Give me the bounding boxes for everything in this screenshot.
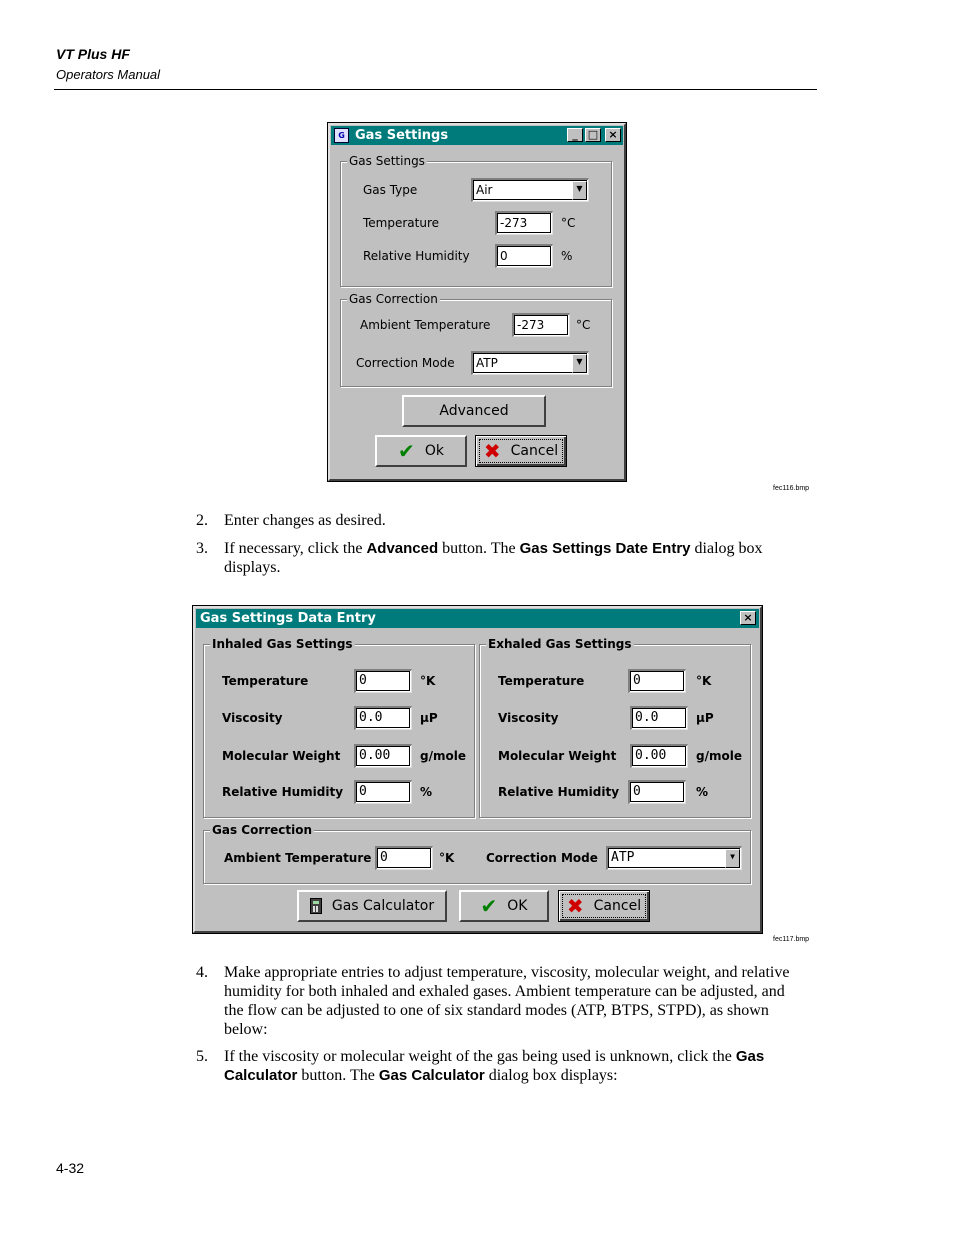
temperature-input[interactable] <box>495 211 553 235</box>
group-legend: Gas Correction <box>349 292 438 306</box>
gas-settings-data-entry-dialog <box>193 606 762 933</box>
chevron-down-icon[interactable]: ▼ <box>725 849 740 868</box>
cancel-label: Cancel <box>593 898 642 914</box>
ambient-temperature-field[interactable] <box>517 315 569 335</box>
exhaled-temperature-input[interactable] <box>628 669 686 693</box>
inhaled-humidity-input[interactable] <box>354 780 412 804</box>
inhaled-viscosity-label: Viscosity <box>222 711 283 725</box>
humidity-unit: % <box>561 249 573 263</box>
x-icon: ✖ <box>483 439 501 463</box>
step-5 <box>196 1047 806 1085</box>
inhaled-humidity-field[interactable] <box>359 782 411 802</box>
step-4 <box>196 963 806 1039</box>
header-rule <box>54 89 817 90</box>
dialog-titlebar[interactable] <box>331 126 623 145</box>
gas-correction-group <box>203 823 751 884</box>
manual-subtitle: Operators Manual <box>56 67 161 82</box>
inhaled-temperature-label: Temperature <box>222 674 309 688</box>
step-2 <box>196 511 806 530</box>
ok-button[interactable] <box>375 435 467 467</box>
inhaled-viscosity-input[interactable] <box>354 706 412 730</box>
close-button[interactable]: × <box>740 611 756 625</box>
exhaled-humidity-label: Relative Humidity <box>498 785 620 799</box>
exhaled-viscosity-label: Viscosity <box>498 711 559 725</box>
inhaled-molecular-weight-label: Molecular Weight <box>222 749 341 763</box>
gas-type-value: Air <box>476 183 493 197</box>
checkmark-icon: ✔ <box>480 894 498 918</box>
ambient-temperature-label: Ambient Temperature <box>224 851 372 865</box>
exhaled-temperature-field[interactable] <box>633 671 685 691</box>
ambient-temperature-input[interactable] <box>375 846 433 870</box>
advanced-label: Advanced <box>439 403 509 419</box>
exhaled-viscosity-input[interactable] <box>630 706 688 730</box>
correction-mode-value: ATP <box>611 850 635 865</box>
ambient-temperature-field[interactable] <box>380 848 432 868</box>
exhaled-humidity-input[interactable] <box>628 780 686 804</box>
temperature-field[interactable] <box>500 213 552 233</box>
step-number: 2. <box>196 512 208 529</box>
correction-mode-value: ATP <box>476 356 498 370</box>
inhaled-molecular-weight-unit: g/mole <box>420 749 466 763</box>
gas-type-select[interactable] <box>471 178 589 202</box>
gas-calculator-label: Gas Calculator <box>331 898 435 914</box>
step-3 <box>196 539 806 577</box>
correction-mode-label: Correction Mode <box>356 356 455 370</box>
gas-settings-icon: G <box>334 128 349 143</box>
chevron-down-icon[interactable]: ▼ <box>572 181 587 200</box>
manual-title: VT Plus HF <box>56 46 130 62</box>
humidity-label: Relative Humidity <box>363 249 470 263</box>
gas-type-label: Gas Type <box>363 183 418 197</box>
group-legend: Gas Correction <box>212 823 313 837</box>
group-legend: Exhaled Gas Settings <box>488 637 632 651</box>
page-number: 4-32 <box>56 1160 85 1176</box>
humidity-field[interactable] <box>500 246 552 266</box>
close-button[interactable]: × <box>605 128 621 142</box>
inhaled-humidity-unit: % <box>420 785 433 799</box>
inhaled-temperature-input[interactable] <box>354 669 412 693</box>
ok-label: Ok <box>424 443 444 459</box>
maximize-button[interactable]: □ <box>585 128 601 142</box>
chevron-down-icon[interactable]: ▼ <box>572 354 587 373</box>
exhaled-humidity-unit: % <box>696 785 709 799</box>
inhaled-viscosity-unit: µP <box>420 711 438 725</box>
humidity-input[interactable] <box>495 244 553 268</box>
cancel-button[interactable] <box>558 890 650 922</box>
exhaled-gas-group <box>479 637 751 818</box>
group-legend: Inhaled Gas Settings <box>212 637 353 651</box>
exhaled-temperature-label: Temperature <box>498 674 585 688</box>
step-number: 3. <box>196 540 208 557</box>
inhaled-molecular-weight-field[interactable] <box>359 746 411 766</box>
exhaled-viscosity-field[interactable] <box>635 708 687 728</box>
dialog-title: Gas Settings <box>355 128 449 143</box>
ambient-temperature-input[interactable] <box>512 313 570 337</box>
exhaled-molecular-weight-unit: g/mole <box>696 749 742 763</box>
ok-button[interactable] <box>459 890 549 922</box>
cancel-button[interactable] <box>475 435 567 467</box>
step-text: If necessary, click the Advanced button. The Gas Settings Date Entry dialog box displays. <box>224 540 763 576</box>
gas-calculator-button[interactable] <box>297 890 447 922</box>
exhaled-molecular-weight-label: Molecular Weight <box>498 749 617 763</box>
exhaled-viscosity-unit: µP <box>696 711 714 725</box>
gas-correction-group <box>340 292 612 387</box>
inhaled-viscosity-field[interactable] <box>359 708 411 728</box>
exhaled-molecular-weight-field[interactable] <box>635 746 687 766</box>
gas-settings-dialog <box>328 123 626 481</box>
group-legend: Gas Settings <box>349 154 425 168</box>
figure-caption-2: fec117.bmp <box>773 936 810 943</box>
ambient-temperature-unit: °K <box>439 851 455 865</box>
step-text: Enter changes as desired. <box>224 512 386 529</box>
cancel-label: Cancel <box>510 443 559 459</box>
ambient-temperature-unit: °C <box>576 318 591 332</box>
figure-caption-1: fec116.bmp <box>773 485 810 492</box>
x-icon: ✖ <box>566 894 584 918</box>
step-number: 4. <box>196 964 208 981</box>
advanced-button[interactable] <box>402 395 546 427</box>
step-number: 5. <box>196 1048 208 1065</box>
inhaled-temperature-field[interactable] <box>359 671 411 691</box>
step-text: If the viscosity or molecular weight of the gas being used is unknown, click the Gas Calculator button. The Gas Calculator dialog box displays: <box>224 1048 765 1084</box>
step-text: Make appropriate entries to adjust temperature, viscosity, molecular weight, and relative humidity for both inhaled and exhaled gases. Ambient temperature can be adjusted, and the flow can be adjusted to one of six standard modes (ATP, BTPS, STPD), as shown below: <box>224 964 790 1038</box>
exhaled-temperature-unit: °K <box>696 674 712 688</box>
correction-mode-label: Correction Mode <box>486 851 598 865</box>
ambient-temperature-label: Ambient Temperature <box>360 318 491 332</box>
inhaled-temperature-unit: °K <box>420 674 436 688</box>
dialog-titlebar[interactable] <box>196 609 759 628</box>
exhaled-humidity-field[interactable] <box>633 782 685 802</box>
inhaled-gas-group <box>203 637 475 818</box>
checkmark-icon: ✔ <box>398 439 415 463</box>
correction-mode-select[interactable] <box>471 351 589 375</box>
temperature-label: Temperature <box>363 216 440 230</box>
inhaled-humidity-label: Relative Humidity <box>222 785 344 799</box>
ok-label: OK <box>507 898 528 914</box>
gas-settings-group <box>340 154 612 287</box>
dialog-title: Gas Settings Data Entry <box>200 611 376 626</box>
correction-mode-select[interactable] <box>606 846 742 870</box>
minimize-button[interactable]: _ <box>567 128 583 142</box>
inhaled-molecular-weight-input[interactable] <box>354 744 412 768</box>
exhaled-molecular-weight-input[interactable] <box>630 744 688 768</box>
temperature-unit: °C <box>561 216 576 230</box>
calculator-icon <box>310 898 322 914</box>
